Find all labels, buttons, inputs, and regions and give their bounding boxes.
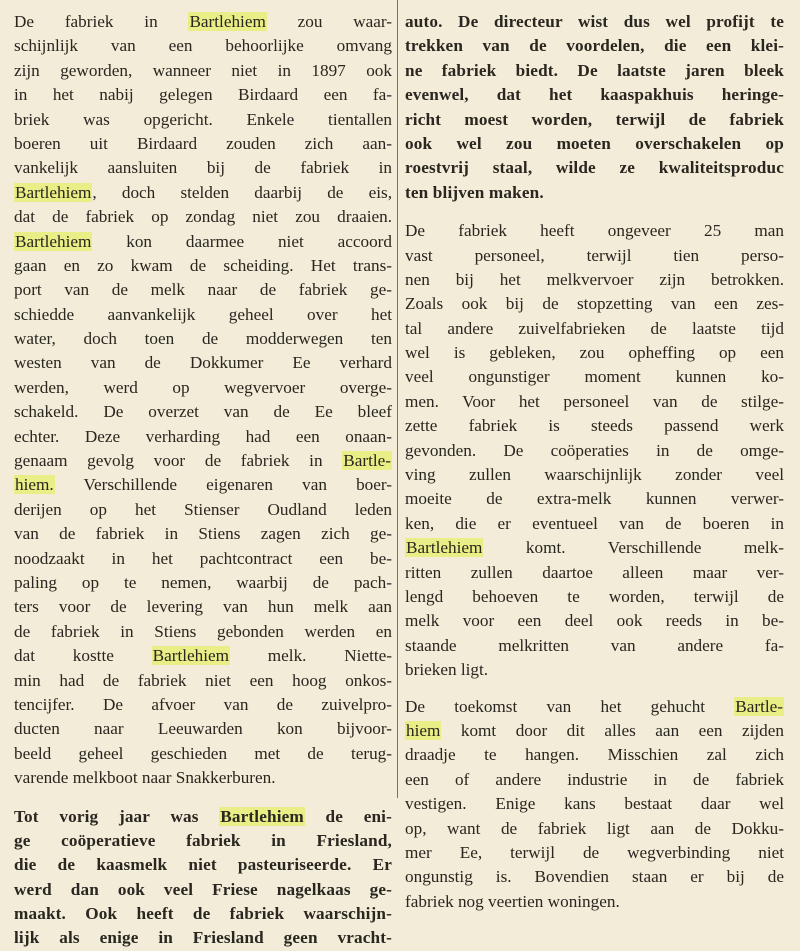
line-text: De fabriek heeft ongeveer 25 man xyxy=(405,221,784,241)
text-line xyxy=(14,669,392,693)
text-line xyxy=(14,473,392,497)
line-text: zijn geworden, wanneer niet in 1897 ook xyxy=(14,60,392,80)
line-text: westen van de Dokkumer Ee verhard xyxy=(14,353,392,373)
line-text: trekken van de voordelen, die een klei- xyxy=(405,36,784,56)
text-line xyxy=(405,108,784,132)
text-line xyxy=(405,365,784,389)
line-text: water, doch toen de modderwegen ten xyxy=(14,329,392,349)
text-line xyxy=(14,449,392,473)
line-text: Bartlehiem kon daarmee niet accoord xyxy=(15,231,392,251)
text-line xyxy=(14,205,392,229)
line-text: wel is gebleken, zou opheffing op een xyxy=(405,343,784,363)
text-line xyxy=(14,742,392,766)
search-highlight: Bartlehiem xyxy=(189,12,266,31)
text-line xyxy=(14,853,392,877)
text-line xyxy=(14,620,392,644)
text-line xyxy=(14,902,392,926)
search-highlight: Bartlehiem xyxy=(15,231,92,251)
line-text: schijnlijk van een behoorlijke omvang xyxy=(14,36,392,56)
text-line xyxy=(14,34,392,58)
search-highlight: Bartlehiem xyxy=(406,538,483,558)
text-line xyxy=(405,719,784,743)
line-text: werden, werd op wegvervoer overge- xyxy=(14,377,392,397)
line-text: dat kostte Bartlehiem melk. Niette- xyxy=(14,646,392,666)
search-highlight: Bartle- xyxy=(343,451,391,471)
line-text: tal andere zuivelfabrieken de laatste tijd xyxy=(405,318,784,338)
text-line xyxy=(14,108,392,132)
line-text: briek was opgericht. Enkele tientallen xyxy=(14,109,392,129)
text-line xyxy=(405,743,784,767)
text-line xyxy=(14,254,392,278)
text-line xyxy=(405,219,784,243)
text-line xyxy=(405,841,784,865)
line-text: ge coöperatieve fabriek in Friesland, xyxy=(14,830,392,850)
text-line xyxy=(14,351,392,375)
line-text: ken, die er eventueel van de boeren in xyxy=(405,513,784,533)
line-text: genaam gevolg voor de fabriek in Bartle- xyxy=(14,451,391,471)
line-text: vestigen. Enige kans bestaat daar wel xyxy=(405,794,784,814)
text-line xyxy=(405,792,784,816)
text-line xyxy=(405,634,784,658)
line-text: maakt. Ook heeft de fabriek waarschijn- xyxy=(14,904,392,924)
line-text: op, want de fabriek ligt aan de Dokku- xyxy=(405,818,784,838)
line-text: roestvrij staal, wilde ze kwaliteitsproduc xyxy=(405,158,784,178)
text-line xyxy=(405,609,784,633)
line-text: min had de fabriek niet een hoog onkos- xyxy=(14,670,392,690)
text-line xyxy=(405,561,784,585)
line-text: werd dan ook veel Friese nagelkaas ge- xyxy=(14,879,392,899)
text-line xyxy=(405,512,784,536)
text-line xyxy=(405,865,784,889)
text-line xyxy=(14,156,392,180)
text-line xyxy=(14,522,392,546)
text-line xyxy=(14,717,392,741)
line-text: vast personeel, terwijl tien perso- xyxy=(405,245,784,265)
line-text: auto. De directeur wist dus wel profijt te xyxy=(405,12,784,31)
line-text: brieken ligt. xyxy=(405,660,489,680)
line-text: Zoals ook bij de stopzetting van een zes- xyxy=(405,294,784,314)
line-text: De toekomst van het gehucht Bartle- xyxy=(405,696,783,716)
line-text: schiedde aanvankelijk geheel over het xyxy=(14,304,392,324)
text-line xyxy=(405,83,784,107)
text-line xyxy=(405,317,784,341)
line-text: die de kaasmelk niet pasteuriseerde. Er xyxy=(14,855,392,875)
line-text: ducten naar Leeuwarden kon bijvoor- xyxy=(14,719,392,739)
text-line xyxy=(405,390,784,414)
line-text: ne fabriek biedt. De laatste jaren bleek xyxy=(405,60,784,80)
line-text: staande melkritten van andere fa- xyxy=(405,635,784,655)
text-line xyxy=(14,571,392,595)
line-text: port van de melk naar de fabriek ge- xyxy=(14,280,392,300)
text-line xyxy=(405,132,784,156)
line-text: fabriek nog veertien woningen. xyxy=(405,891,620,911)
text-line xyxy=(405,890,784,914)
line-text: een of andere industrie in de fabriek xyxy=(405,769,784,789)
left-column xyxy=(14,10,392,951)
line-text: gaan en zo kwam de scheiding. Het trans- xyxy=(14,255,392,275)
line-text: echter. Deze verharding had een onaan- xyxy=(14,426,392,446)
line-text: van de fabriek in Stiens zagen zich ge- xyxy=(14,524,392,544)
text-line xyxy=(405,536,784,560)
line-text: hiem. Verschillende eigenaren van boer- xyxy=(15,475,392,495)
line-text: De fabriek in Bartlehiem zou waar- xyxy=(14,12,392,31)
line-text: melk voor een deel ook reeds in be- xyxy=(405,611,784,631)
text-line xyxy=(14,327,392,351)
text-line xyxy=(405,268,784,292)
line-text: richt moest worden, terwijl de fabriek xyxy=(405,109,784,129)
text-line xyxy=(14,132,392,156)
line-text: vankelijk aansluiten bij de fabriek in xyxy=(14,158,392,178)
text-line xyxy=(405,817,784,841)
text-line xyxy=(14,693,392,717)
text-line xyxy=(14,805,392,829)
text-line xyxy=(14,766,392,790)
line-text: ritten zullen daartoe alleen maar ver- xyxy=(405,562,784,582)
text-line xyxy=(14,644,392,668)
line-text: ving zullen waarschijnlijk zonder veel xyxy=(405,465,784,485)
text-line xyxy=(405,414,784,438)
line-text: schakeld. De overzet van de Ee bleef xyxy=(14,402,392,422)
paragraph-gap xyxy=(405,683,784,695)
line-text: lengd behoeven te worden, terwijl de xyxy=(405,586,784,606)
text-line xyxy=(405,341,784,365)
text-line xyxy=(405,292,784,316)
text-line xyxy=(14,278,392,302)
search-highlight: hiem. xyxy=(15,475,54,495)
line-text: mer Ee, terwijl de wegverbinding niet xyxy=(405,842,784,862)
text-line xyxy=(14,926,392,950)
text-line xyxy=(405,156,784,180)
search-highlight: Bartle- xyxy=(735,696,783,716)
line-text: gevonden. De coöperaties in de omge- xyxy=(405,440,784,460)
text-line xyxy=(14,59,392,83)
text-line xyxy=(405,244,784,268)
right-column xyxy=(405,10,784,914)
text-line xyxy=(14,303,392,327)
line-text: ters voor de levering van hun melk aan xyxy=(14,597,392,617)
column-divider xyxy=(397,0,398,798)
line-text: dat de fabriek op zondag niet zou draaien. xyxy=(14,207,392,227)
text-line xyxy=(405,768,784,792)
text-line xyxy=(14,878,392,902)
line-text: nen bij het melkvervoer zijn betrokken. xyxy=(405,269,784,289)
line-text: veel ongunstiger moment kunnen ko- xyxy=(405,367,784,387)
text-line xyxy=(14,83,392,107)
paragraph-gap xyxy=(405,205,784,219)
line-text: varende melkboot naar Snakkerburen. xyxy=(14,768,276,788)
search-highlight: Bartlehiem xyxy=(15,182,92,202)
text-line xyxy=(14,425,392,449)
text-line xyxy=(405,463,784,487)
text-line xyxy=(405,439,784,463)
line-text: tencijfer. De afvoer van de zuivelpro- xyxy=(14,694,392,714)
line-text: draadje te hangen. Misschien zal zich xyxy=(405,745,784,765)
line-text: noodzaakt in het pachtcontract een be- xyxy=(14,548,392,568)
text-line xyxy=(405,59,784,83)
text-line xyxy=(14,10,392,34)
text-line xyxy=(14,829,392,853)
line-text: in het nabij gelegen Birdaard een fa- xyxy=(14,85,392,105)
line-text: lijk als enige in Friesland geen vracht- xyxy=(14,928,392,948)
text-line xyxy=(405,10,784,34)
line-text: Tot vorig jaar was Bartlehiem de eni- xyxy=(14,806,392,826)
line-text: ten blijven maken. xyxy=(405,182,544,202)
line-text: hiem komt door dit alles aan een zijden xyxy=(406,720,784,740)
line-text: derijen op het Stienser Oudland leden xyxy=(14,499,392,519)
text-line xyxy=(405,34,784,58)
line-text: men. Voor het personeel van de stilge- xyxy=(405,391,784,411)
line-text: ongunstig is. Bovendien staan er bij de xyxy=(405,867,784,887)
text-line xyxy=(405,585,784,609)
text-line xyxy=(405,658,784,682)
text-line xyxy=(405,695,784,719)
line-text: de fabriek in Stiens gebonden werden en xyxy=(14,621,392,641)
text-line xyxy=(14,181,392,205)
text-line xyxy=(405,487,784,511)
line-text: Bartlehiem, doch stelden daarbij de eis, xyxy=(15,182,392,202)
line-text: paling op te nemen, waarbij de pach- xyxy=(14,572,392,592)
line-text: ook wel zou moeten overschakelen op xyxy=(405,133,784,153)
search-highlight: Bartlehiem xyxy=(152,646,230,666)
search-highlight: hiem xyxy=(406,720,441,740)
text-line xyxy=(14,400,392,424)
line-text: zette fabriek is steeds passend werk xyxy=(405,416,784,436)
line-text: Bartlehiem komt. Verschillende melk- xyxy=(406,538,784,558)
search-highlight: Bartlehiem xyxy=(220,806,304,826)
text-line xyxy=(14,376,392,400)
line-text: boeren uit Birdaard zouden zich aan- xyxy=(14,133,392,153)
text-line xyxy=(14,595,392,619)
text-line xyxy=(405,181,784,205)
text-line xyxy=(14,498,392,522)
line-text: evenwel, dat het kaaspakhuis heringe- xyxy=(405,85,784,105)
text-line xyxy=(14,547,392,571)
text-line xyxy=(14,230,392,254)
line-text: moeite de extra-melk kunnen verwer- xyxy=(405,489,784,509)
line-text: beeld geheel geschieden met de terug- xyxy=(14,743,392,763)
